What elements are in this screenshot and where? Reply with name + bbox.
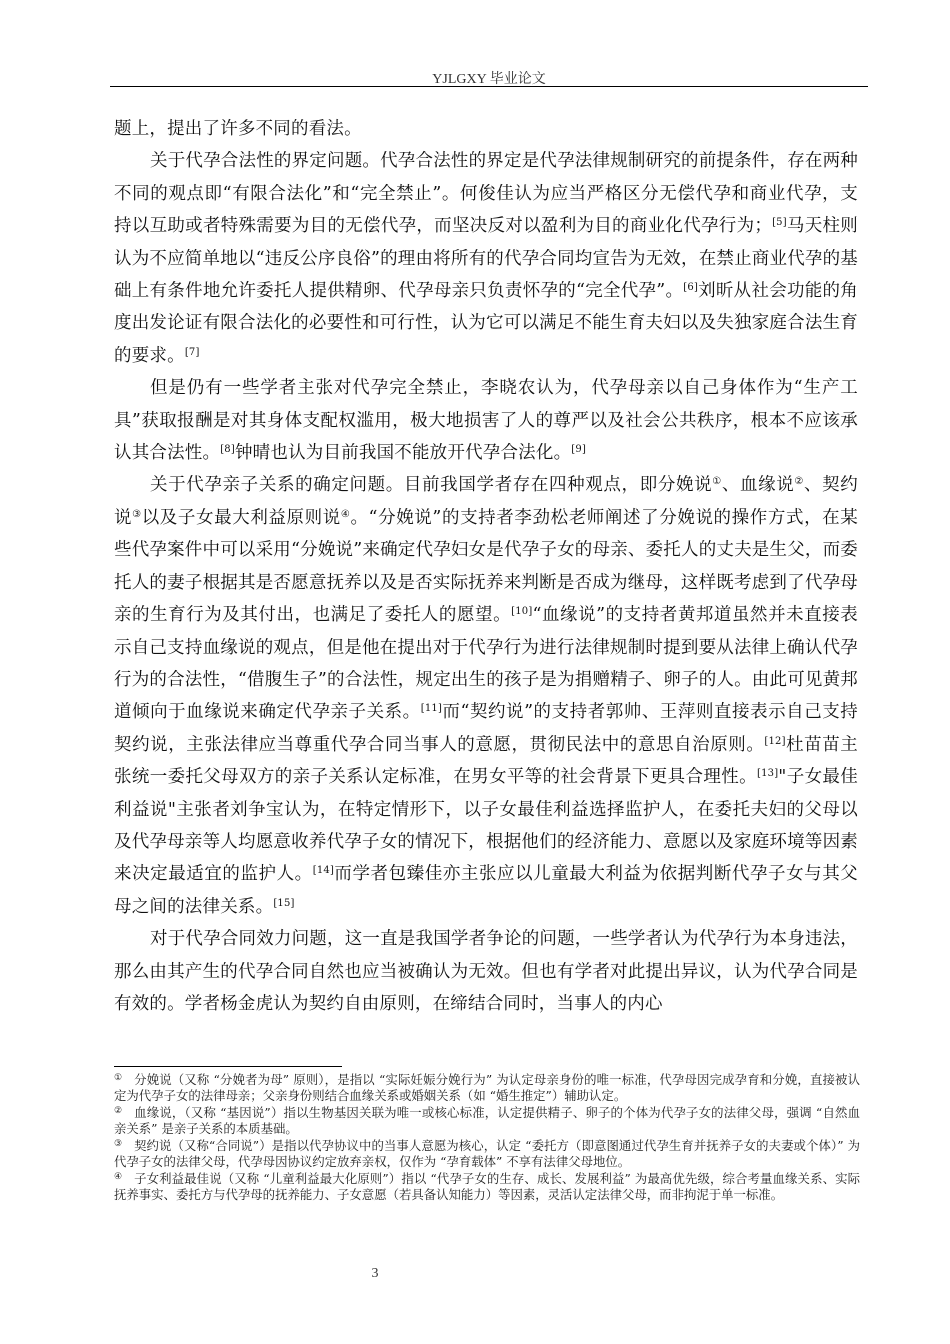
paragraph-text: 题上，提出了许多不同的看法。	[114, 119, 362, 139]
body-paragraph	[114, 145, 858, 372]
body-paragraph	[114, 372, 858, 469]
citation-mark: [5]	[772, 217, 787, 229]
paragraph-text: 。“分娩说”的支持者李劲松老师阐述了分娩说的操作方式，在某些代孕案件中可以采用“分娩说”来确定代孕妇女是代孕子女的母亲、委托人的丈夫是生父，而委托人的妻子根据其是否愿意抚养以及是否实际抚养来判断是否成为继母，这样既考虑到了代孕母亲的生育行为及其付出，也满足了委托人的愿望。	[114, 507, 858, 626]
footnote-ref: ②	[794, 476, 805, 488]
body-paragraph	[114, 113, 858, 145]
footnote-text: 血缘说，（又称 “基因说”）指以生物基因关联为唯一或核心标准，认定提供精子、卵子的个体为代孕子女的法律父母，强调 “自然血亲关系” 是亲子关系的本质基础。	[114, 1104, 860, 1137]
paragraph-text: 但是仍有一些学者主张对代孕完全禁止，李晓农认为，代孕母亲以自己身体作为“生产工具”获取报酬是对其身体支配权滥用，极大地损害了人的尊严以及社会公共秩序，根本不应该承认其合法性。	[114, 378, 858, 464]
paragraph-text: 钟晴也认为目前我国不能放开代孕合法化。	[234, 443, 572, 464]
paragraph-text: 而学者包臻佳亦主张应以儿童最大利益为依据判断代孕子女与其父母之间的法律关系。	[114, 864, 858, 917]
body-text	[114, 113, 858, 1020]
paragraph-text: 、契约说	[114, 475, 858, 528]
footnote-separator	[114, 1066, 342, 1067]
paragraph-text: 杜苗苗主张统一委托父母双方的亲子关系认定标准，在男女平等的社会背景下更具合理性。	[114, 734, 858, 788]
citation-mark: [10]	[511, 606, 533, 618]
paragraph-text: 马天柱则认为不应简单地以“违反公序良俗”的理由将所有的代孕合同均宣告为无效，在禁止商业代孕的基础上有条件地允许委托人提供精卵、代孕母亲只负责怀孕的“完全代孕”。	[114, 216, 858, 302]
footnote: ③ 契约说（又称“合同说”）是指以代孕协议中的当事人意愿为核心，认定 “委托方（即意图通过代孕生育并抚养子女的夫妻或个体）” 为代孕子女的法律父母，代孕母因协议约定放弃亲权，仅作为 “孕育载体” 不享有法律父母地位。	[114, 1137, 860, 1170]
paragraph-text: 对于代孕合同效力问题，这一直是我国学者争论的问题，一些学者认为代孕行为本身违法，那么由其产生的代孕合同自然也应当被确认为无效。但也有学者对此提出异议，认为代孕合同是有效的。学者杨金虎认为契约自由原则，在缔结合同时，当事人的内心	[114, 929, 858, 1014]
citation-mark: [6]	[683, 282, 699, 294]
footnote: ② 血缘说，（又称 “基因说”）指以生物基因关联为唯一或核心标准，认定提供精子、卵子的个体为代孕子女的法律父母，强调 “自然血亲关系” 是亲子关系的本质基础。	[114, 1104, 860, 1137]
paragraph-text: 刘昕从社会功能的角度出发论证有限合法化的必要性和可行性，认为它可以满足不能生育夫妇以及失独家庭合法生育的要求。	[114, 281, 858, 366]
citation-mark: [13]	[756, 768, 779, 780]
paragraph-text: 而“契约说”的支持者郭帅、王萍则直接表示自己支持契约说，主张法律应当尊重代孕合同当事人的意愿，贯彻民法中的意思自治原则。	[114, 702, 858, 755]
running-header: YJLGXY 毕业论文	[432, 72, 546, 87]
footnote-text: 契约说（又称“合同说”）是指以代孕协议中的当事人意愿为核心，认定 “委托方（即意图通过代孕生育并抚养子女的夫妻或个体）” 为代孕子女的法律父母，代孕母因协议约定放弃亲权，仅作为 “孕育载体” 不享有法律父母地位。	[114, 1137, 860, 1170]
page-number: 3	[371, 1266, 379, 1281]
citation-mark: [14]	[312, 865, 335, 877]
paragraph-text: 关于代孕合法性的界定问题。代孕合法性的界定是代孕法律规制研究的前提条件，存在两种不同的观点即“有限合法化”和“完全禁止”。何俊佳认为应当严格区分无偿代孕和商业代孕，支持以互助或者特殊需要为目的无偿代孕，而坚决反对以盈利为目的商业化代孕行为；	[114, 151, 858, 237]
paragraph-text: “血缘说”的支持者黄邦道虽然并未直接表示自己支持血缘说的观点，但是他在提出对于代孕行为进行法律规制时提到要从法律上确认代孕行为的合法性，“借腹生子”的合法性，规定出生的孩子是为捐赠精子、卵子的人。由此可见黄邦道倾向于血缘说来确定代孕亲子关系。	[114, 605, 858, 723]
citation-mark: [12]	[764, 735, 786, 747]
body-paragraph	[114, 923, 858, 1020]
citation-mark: [11]	[420, 703, 443, 715]
footnote: ① 分娩说（又称 “分娩者为母” 原则），是指以 “实际妊娠分娩行为” 为认定母亲身份的唯一标准，代孕母因完成孕育和分娩，直接被认定为代孕子女的法律母亲；父亲身份则结合血缘关系或婚姻关系（如 “婚生推定”）辅助认定。	[114, 1072, 860, 1104]
header-rule	[110, 86, 868, 87]
footnote-ref: ①	[712, 476, 722, 488]
citation-mark: [7]	[184, 346, 200, 358]
citation-mark: [8]	[220, 444, 235, 456]
paragraph-text: 以及子女最大利益原则说	[141, 507, 341, 528]
citation-mark: [9]	[571, 444, 587, 456]
footnote-text: 子女利益最佳说（又称 “儿童利益最大化原则”）指以 “代孕子女的生存、成长、发展利益” 为最高优先级，综合考量血缘关系、实际抚养事实、委托方与代孕母的抚养能力、子女意愿（若具备认知能力）等因素，灵活认定法律父母，而非拘泥于单一标准。	[114, 1170, 860, 1202]
paragraph-text: 、血缘说	[721, 475, 795, 496]
footnote-text: 分娩说（又称 “分娩者为母” 原则），是指以 “实际妊娠分娩行为” 为认定母亲身份的唯一标准，代孕母因完成孕育和分娩，直接被认定为代孕子女的法律母亲；父亲身份则结合血缘关系或婚姻关系（如 “婚生推定”）辅助认定。	[114, 1072, 860, 1104]
paragraph-text: 关于代孕亲子关系的确定问题。目前我国学者存在四种观点，即分娩说	[150, 475, 713, 496]
footnote-ref: ③	[132, 508, 142, 520]
citation-mark: [15]	[273, 897, 295, 909]
footnote-ref: ④	[340, 508, 351, 520]
footnote: ④ 子女利益最佳说（又称 “儿童利益最大化原则”）指以 “代孕子女的生存、成长、发展利益” 为最高优先级，综合考量血缘关系、实际抚养事实、委托方与代孕母的抚养能力、子女意愿（若具备认知能力）等因素，灵活认定法律父母，而非拘泥于单一标准。	[114, 1170, 860, 1202]
body-paragraph	[114, 469, 858, 923]
paragraph-text: "子女最佳利益说"主张者刘争宝认为，在特定情形下，以子女最佳利益选择监护人，在委托夫妇的父母以及代孕母亲等人均愿意收养代孕子女的情况下，根据他们的经济能力、意愿以及家庭环境等因素来决定最适宜的监护人。	[114, 767, 858, 885]
footnotes	[114, 1072, 860, 1204]
